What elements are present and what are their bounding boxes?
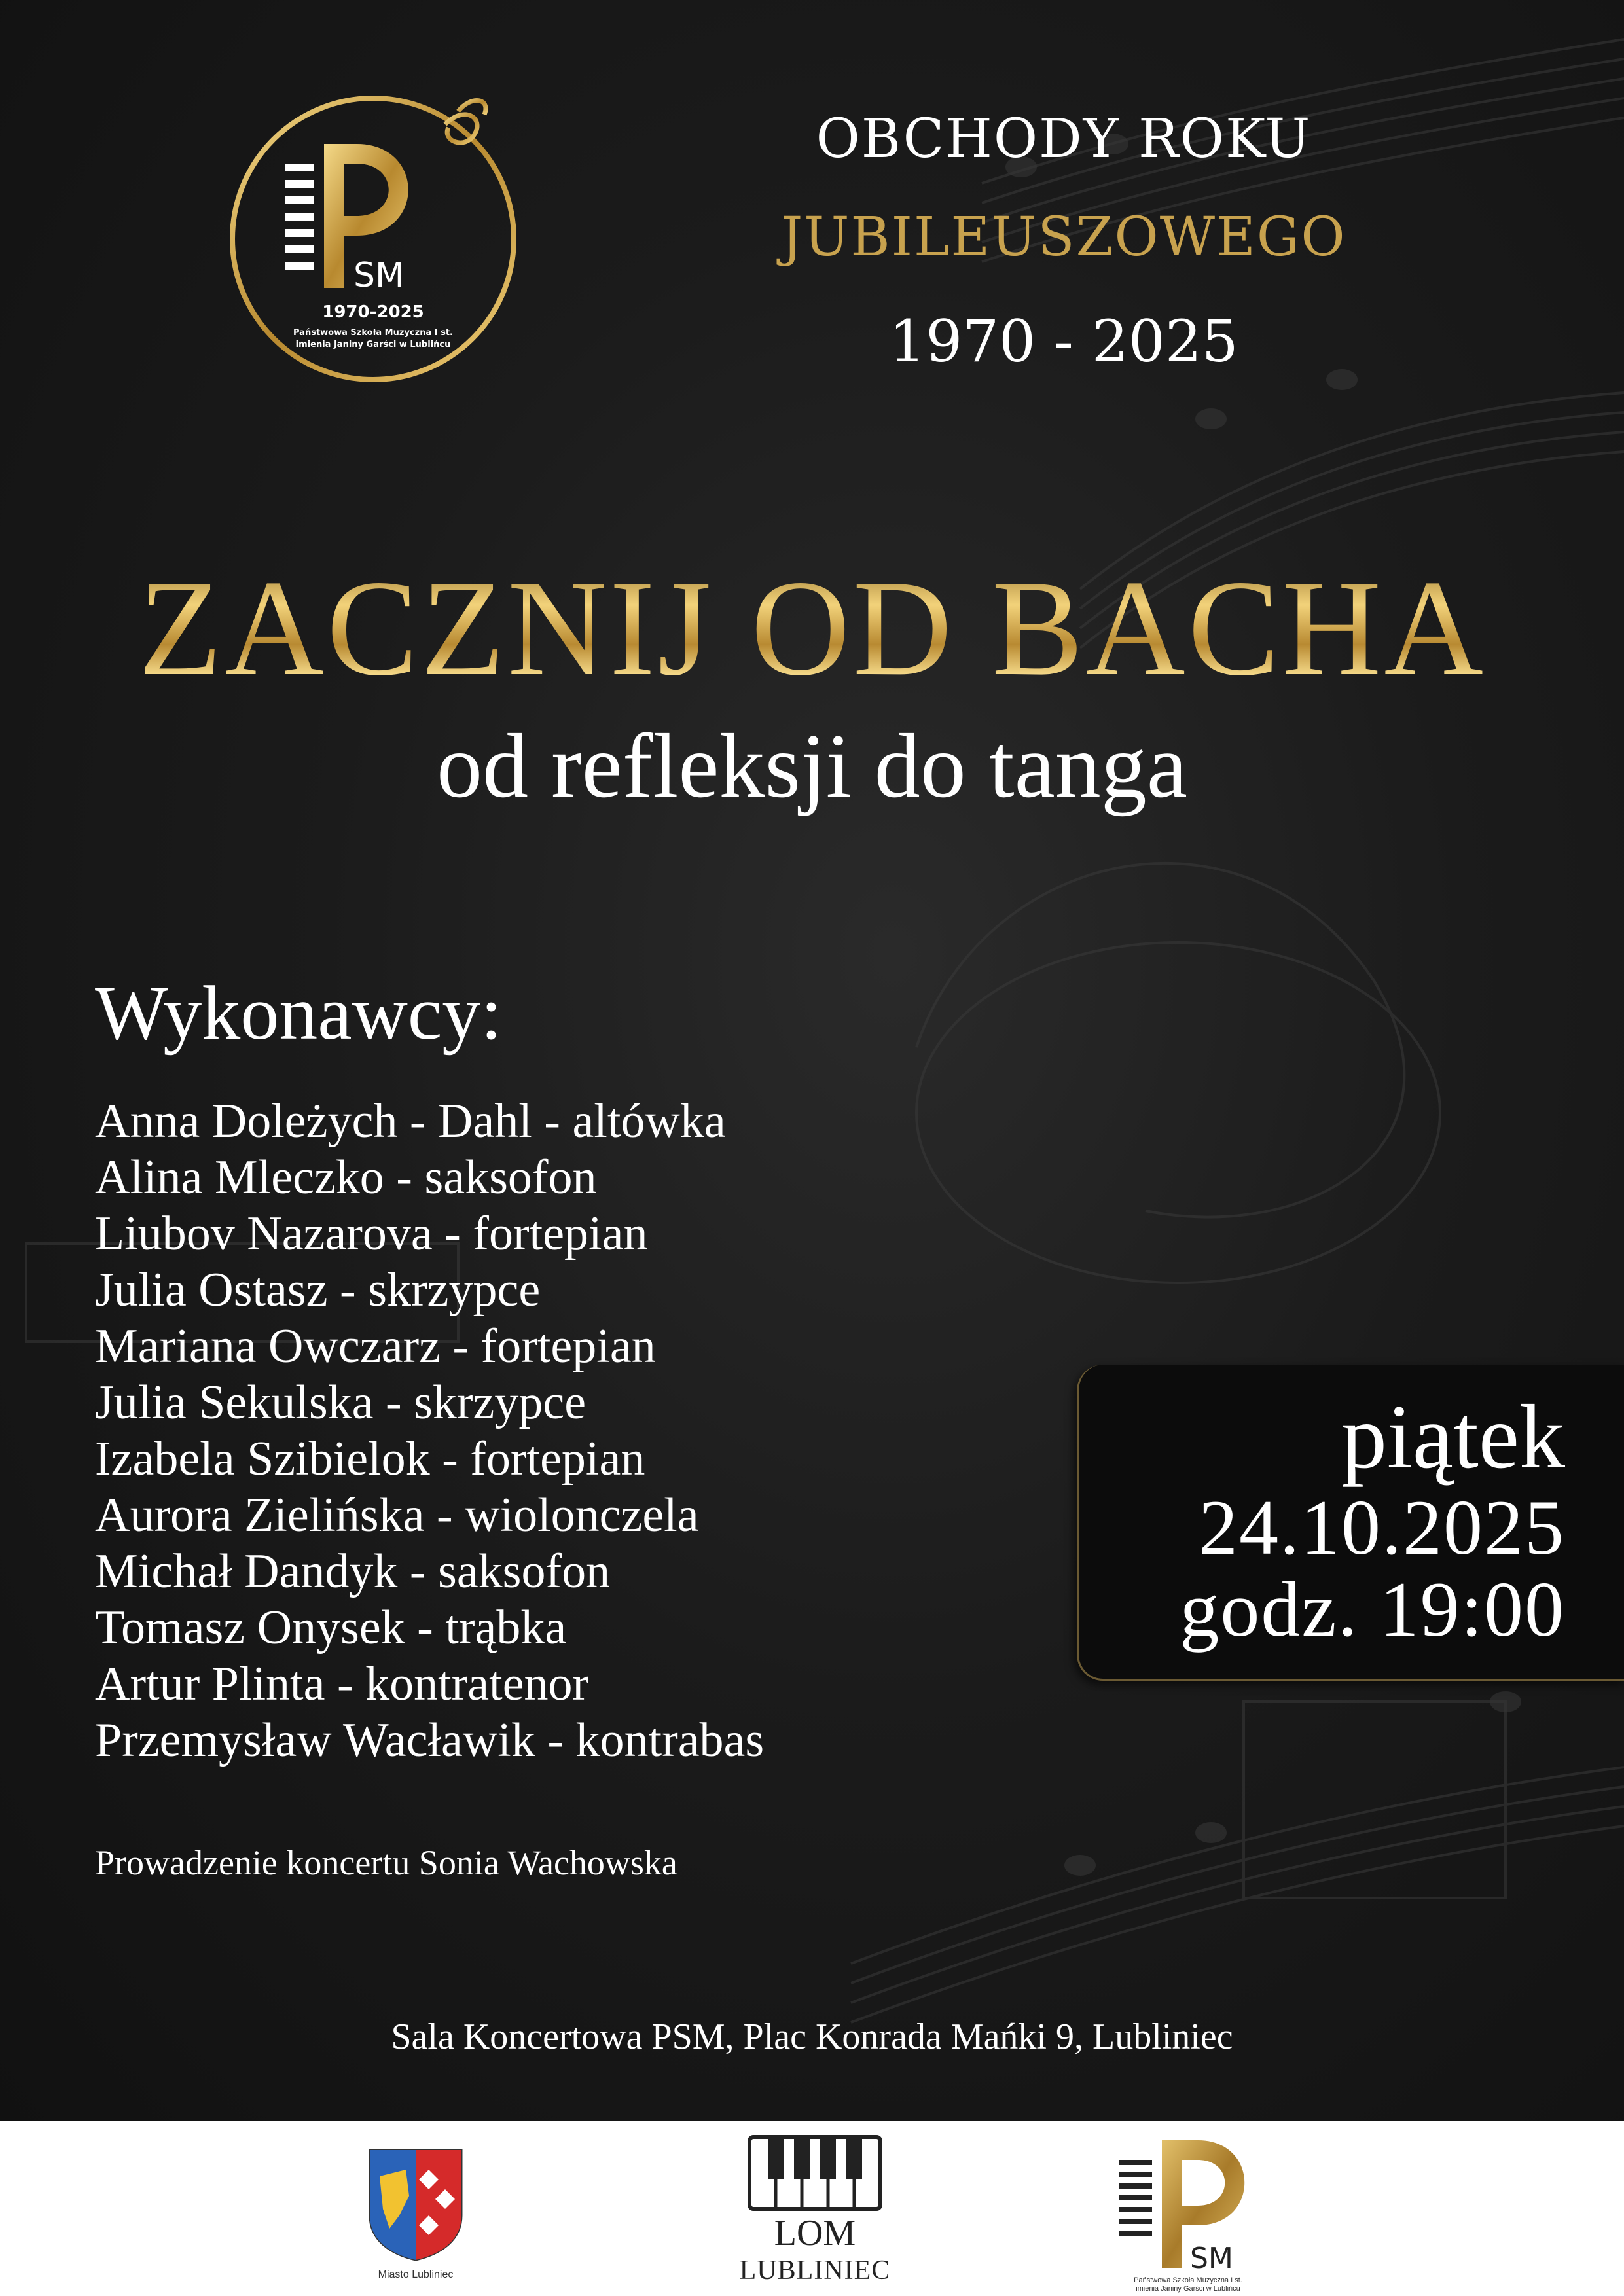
logo-school-line1: Państwowa Szkoła Muzyczna I st.: [293, 328, 453, 338]
performer-item: Izabela Szibielok - fortepian: [95, 1432, 645, 1486]
logo-letters: SM: [353, 256, 405, 295]
performer-item: Artur Plinta - kontratenor: [95, 1657, 589, 1711]
logo-school-line2: imienia Janiny Garści w Lublińcu: [295, 340, 451, 350]
performer-item: Mariana Owczarz - fortepian: [95, 1319, 656, 1373]
venue-address: Sala Koncertowa PSM, Plac Konrada Mańki 9, Lubliniec: [391, 2017, 1233, 2057]
psm-school-line1: Państwowa Szkoła Muzyczna I st.: [1134, 2276, 1242, 2284]
psm-school-logo: [1113, 2134, 1263, 2278]
psm-jubilee-logo: [216, 79, 543, 386]
lom-title: LOM: [774, 2213, 856, 2253]
lom-piano-logo: [746, 2134, 884, 2212]
psm-school-name: [1106, 2276, 1270, 2293]
lubliniec-coat-of-arms-logo: [363, 2144, 468, 2261]
performer-item: Michał Dandyk - saksofon: [95, 1545, 611, 1598]
performer-item: Liubov Nazarova - fortepian: [95, 1207, 648, 1261]
header-line-2: JUBILEUSZOWEGO: [781, 206, 1346, 268]
header-line-1: OBCHODY ROKU: [816, 108, 1312, 170]
performer-item: Tomasz Onysek - trąbka: [95, 1601, 567, 1655]
performer-item: Julia Ostasz - skrzypce: [95, 1263, 541, 1317]
lom-subtitle: LUBLINIEC: [739, 2255, 891, 2286]
performer-item: Julia Sekulska - skrzypce: [95, 1376, 586, 1429]
concert-title: ZACZNIJ OD BACHA: [0, 550, 1624, 708]
performers-list: [95, 1093, 764, 1768]
sponsor-footer: [0, 2121, 1624, 2296]
logo-years: 1970-2025: [322, 302, 424, 322]
performer-item: Aurora Zielińska - wiolonczela: [95, 1488, 699, 1542]
event-day: piątek: [1341, 1386, 1565, 1488]
psm-school-line2: imienia Janiny Garści w Lublińcu: [1136, 2285, 1240, 2293]
concert-host: Prowadzenie koncertu Sonia Wachowska: [95, 1843, 677, 1882]
psm-letters: SM: [1190, 2242, 1233, 2275]
city-label: Miasto Lubliniec: [378, 2269, 454, 2280]
concert-subtitle: od refleksji do tanga: [437, 715, 1187, 817]
header-line-3: 1970 - 2025: [889, 308, 1238, 375]
event-date: 24.10.2025: [1199, 1484, 1565, 1571]
performer-item: Przemysław Wacławik - kontrabas: [95, 1713, 765, 1767]
performer-item: Alina Mleczko - saksofon: [95, 1151, 597, 1204]
performers-heading: Wykonawcy:: [95, 970, 503, 1056]
performer-item: Anna Doleżych - Dahl - altówka: [95, 1094, 726, 1148]
event-time: godz. 19:00: [1180, 1566, 1565, 1653]
